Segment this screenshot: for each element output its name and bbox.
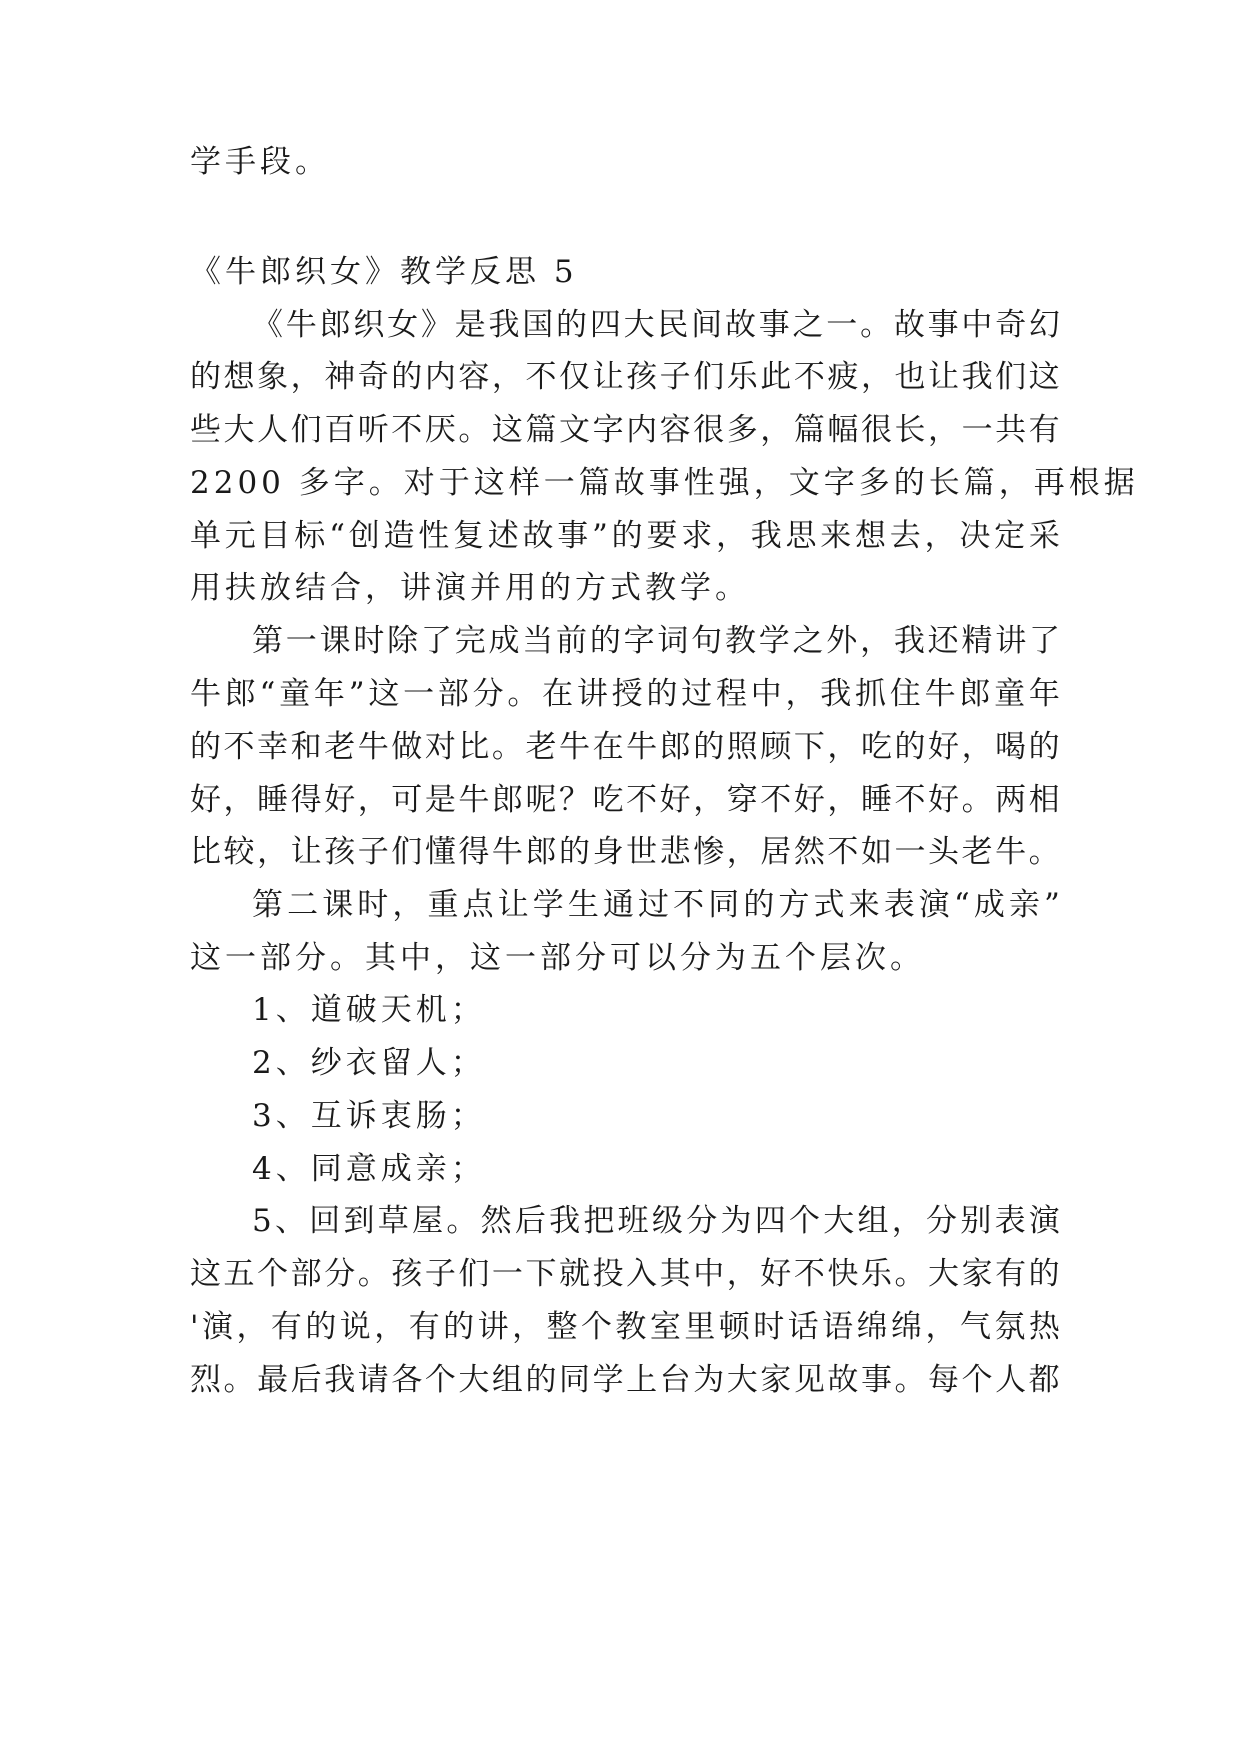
paragraph-line: 第 一 课 时 除 了 完 成 当 前 的 字 词 句 教 学 之 外 ， 我 还 精 讲 了 — [252, 623, 1060, 659]
paragraph-line: 学手段。 — [190, 144, 330, 180]
paragraph-line: 2200 多字。对于这样一篇故事性强，文字多的长篇，再根据 — [190, 465, 1139, 501]
paragraph-line: 第 二 课 时 ， 重 点 让 学 生 通 过 不 同 的 方 式 来 表 演 “ 成 亲 ” — [252, 887, 1060, 923]
list-item: 2、纱衣留人； — [252, 1045, 486, 1081]
paragraph-line: 的 不 幸 和 老 牛 做 对 比 。 老 牛 在 牛 郎 的 照 顾 下 ， 吃 的 好 ， 喝 的 — [190, 729, 1060, 765]
paragraph-line: 比 较 ， 让 孩 子 们 懂 得 牛 郎 的 身 世 悲 惨 ， 居 然 不 如 一 头 老 牛 。 — [190, 834, 1060, 870]
paragraph-line: 的 想 象 ， 神 奇 的 内 容 ， 不 仅 让 孩 子 们 乐 此 不 疲 ， 也 让 我 们 这 — [190, 359, 1060, 395]
list-item: 3、互诉衷肠； — [252, 1098, 486, 1134]
paragraph-line: 单 元 目 标 “ 创 造 性 复 述 故 事 ” 的 要 求 ， 我 思 来 想 去 ， 决 定 采 — [190, 518, 1060, 554]
paragraph-line: 好 ， 睡 得 好 ， 可 是 牛 郎 呢 ？ 吃 不 好 ， 穿 不 好 ， 睡 不 好 。 两 相 — [190, 782, 1060, 818]
list-item: 4、同意成亲； — [252, 1151, 486, 1187]
paragraph-line: 这 五 个 部 分 。 孩 子 们 一 下 就 投 入 其 中 ， 好 不 快 乐 。 大 家 有 的 — [190, 1256, 1060, 1292]
paragraph-line: 烈 。 最 后 我 请 各 个 大 组 的 同 学 上 台 为 大 家 见 故 事 。 每 个 人 都 — [190, 1362, 1060, 1398]
paragraph-line: 些 大 人 们 百 听 不 厌 。 这 篇 文 字 内 容 很 多 ， 篇 幅 很 长 ， 一 共 有 — [190, 412, 1060, 448]
paragraph-line: ' 演 ， 有 的 说 ， 有 的 讲 ， 整 个 教 室 里 顿 时 话 语 绵 绵 ， 气 氛 热 — [190, 1309, 1060, 1345]
paragraph-line: 《 牛 郎 织 女 》 是 我 国 的 四 大 民 间 故 事 之 一 。 故 事 中 奇 幻 — [252, 307, 1060, 343]
paragraph-line: 5 、 回 到 草 屋 。 然 后 我 把 班 级 分 为 四 个 大 组 ， 分 别 表 演 — [252, 1203, 1060, 1239]
paragraph-line: 这一部分。其中，这一部分可以分为五个层次。 — [190, 940, 925, 976]
list-item: 1、道破天机； — [252, 992, 486, 1028]
paragraph-line: 牛 郎 “ 童 年 ” 这 一 部 分 。 在 讲 授 的 过 程 中 ， 我 抓 住 牛 郎 童 年 — [190, 676, 1060, 712]
paragraph-line: 用扶放结合，讲演并用的方式教学。 — [190, 570, 750, 606]
section-heading: 《牛郎织女》教学反思 5 — [190, 254, 578, 290]
